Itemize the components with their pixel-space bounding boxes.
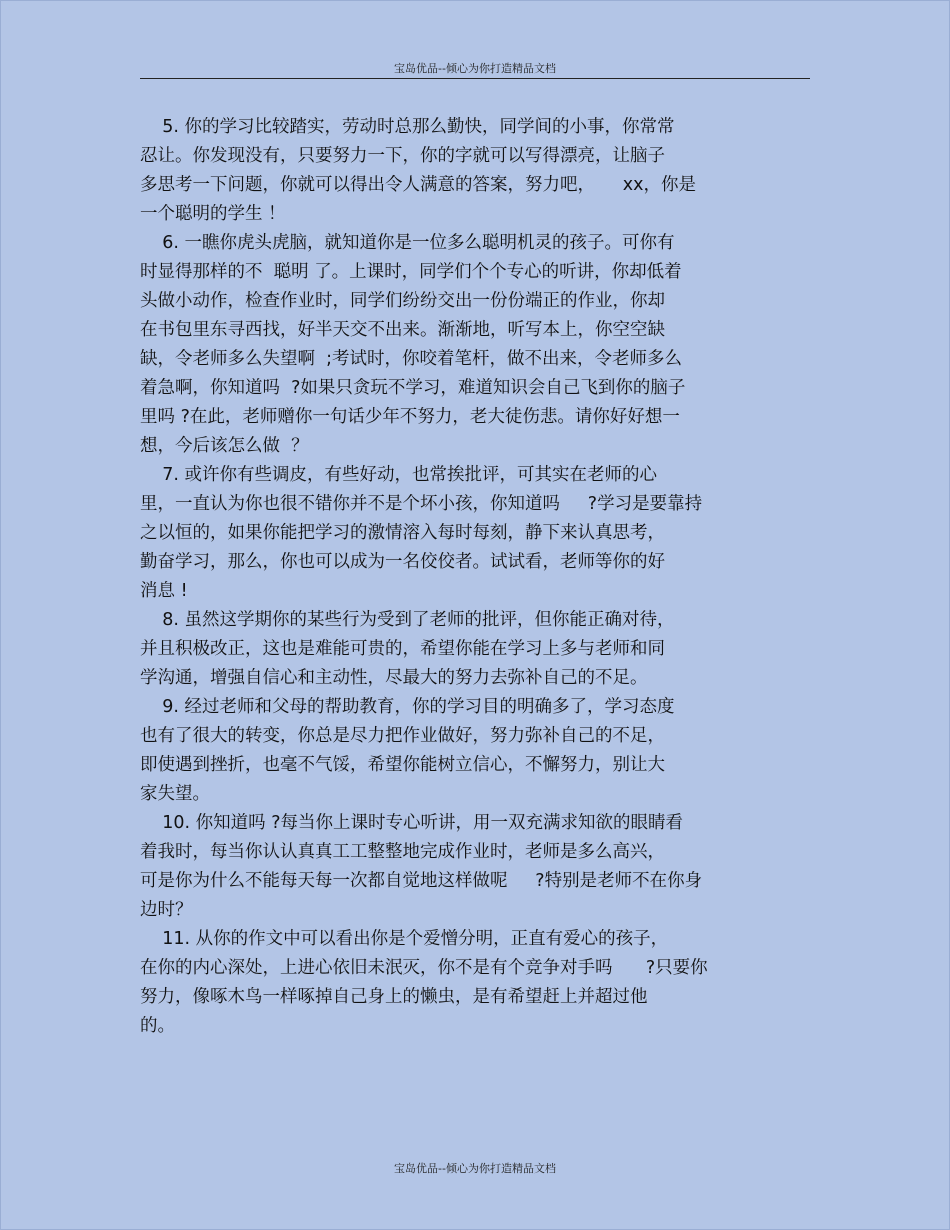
text-line: 想，今后该怎么做 ？: [140, 436, 309, 456]
text-line: 一个聪明的学生 ！: [140, 204, 286, 224]
paragraph-6: [140, 229, 810, 461]
page-footer: 宝岛优品--倾心为你打造精品文档: [394, 1162, 556, 1175]
text-line: 10. 你知道吗 ?每当你上课时专心听讲，用一双充满求知欲的眼睛看: [140, 813, 683, 833]
text-line: 9. 经过老师和父母的帮助教育，你的学习目的明确多了，学习态度: [140, 697, 675, 717]
text-line: 勤奋学习，那么，你也可以成为一名佼佼者。试试看，老师等你的好: [140, 552, 665, 572]
text-line: 忍让。你发现没有，只要努力一下，你的字就可以写得漂亮，让脑子: [140, 146, 665, 166]
text-line: 并且积极改正，这也是难能可贵的，希望你能在学习上多与老师和同: [140, 639, 665, 659]
text-line: 里，一直认为你也很不错你并不是个坏小孩，你知道吗 ?学习是要靠持: [140, 494, 703, 514]
text-line: 8. 虽然这学期你的某些行为受到了老师的批评，但你能正确对待，: [140, 610, 675, 630]
text-line: 里吗 ?在此，老师赠你一句话少年不努力，老大徒伤悲。请你好好想一: [140, 407, 680, 427]
paragraph-7: [140, 461, 810, 606]
text-line: 即使遇到挫折，也毫不气馁，希望你能树立信心，不懈努力，别让大: [140, 755, 665, 775]
text-line: 之以恒的，如果你能把学习的激情溶入每时每刻，静下来认真思考，: [140, 523, 665, 543]
header-divider: [140, 78, 810, 79]
text-line: 6. 一瞧你虎头虎脑，就知道你是一位多么聪明机灵的孩子。可你有: [140, 233, 675, 253]
paragraph-10: [140, 809, 810, 925]
text-line: 也有了很大的转变，你总是尽力把作业做好，努力弥补自己的不足，: [140, 726, 665, 746]
text-line: 在书包里东寻西找，好半天交不出来。渐渐地，听写本上，你空空缺: [140, 320, 665, 340]
text-line: 努力，像啄木鸟一样啄掉自己身上的懒虫，是有希望赶上并超过他: [140, 987, 648, 1007]
text-line: 家失望。: [140, 784, 210, 804]
text-line: 着急啊，你知道吗 ?如果只贪玩不学习，难道知识会自己飞到你的脑子: [140, 378, 686, 398]
text-line: 7. 或许你有些调皮，有些好动，也常挨批评，可其实在老师的心: [140, 465, 658, 485]
text-line: 在你的内心深处，上进心依旧未泯灭，你不是有个竞争对手吗 ?只要你: [140, 958, 708, 978]
text-line: 多思考一下问题，你就可以得出令人满意的答案，努力吧， xx，你是: [140, 175, 697, 195]
paragraph-8: [140, 606, 810, 693]
text-line: 11. 从你的作文中可以看出你是个爱憎分明，正直有爱心的孩子，: [140, 929, 669, 949]
text-line: 头做小动作，检查作业时，同学们纷纷交出一份份端正的作业，你却: [140, 291, 665, 311]
paragraph-5: [140, 113, 810, 229]
text-line: 学沟通，增强自信心和主动性，尽最大的努力去弥补自己的不足。: [140, 668, 648, 688]
text-line: 的。: [140, 1016, 175, 1036]
text-line: 缺，令老师多么失望啊 ;考试时，你咬着笔杆，做不出来，令老师多么: [140, 349, 683, 369]
text-line: 着我时，每当你认认真真工工整整地完成作业时，老师是多么高兴，: [140, 842, 665, 862]
text-line: 时显得那样的不 聪明 了。上课时，同学们个个专心的听讲，你却低着: [140, 262, 682, 282]
document-body: [140, 113, 810, 1041]
text-line: 边时？: [140, 900, 193, 920]
paragraph-9: [140, 693, 810, 809]
text-line: 5. 你的学习比较踏实，劳动时总那么勤快，同学间的小事，你常常: [140, 117, 675, 137]
text-line: 消息 !: [140, 581, 188, 601]
page-header: 宝岛优品--倾心为你打造精品文档: [394, 62, 556, 75]
text-line: 可是你为什么不能每天每一次都自觉地这样做呢 ?特别是老师不在你身: [140, 871, 703, 891]
paragraph-11: [140, 925, 810, 1041]
